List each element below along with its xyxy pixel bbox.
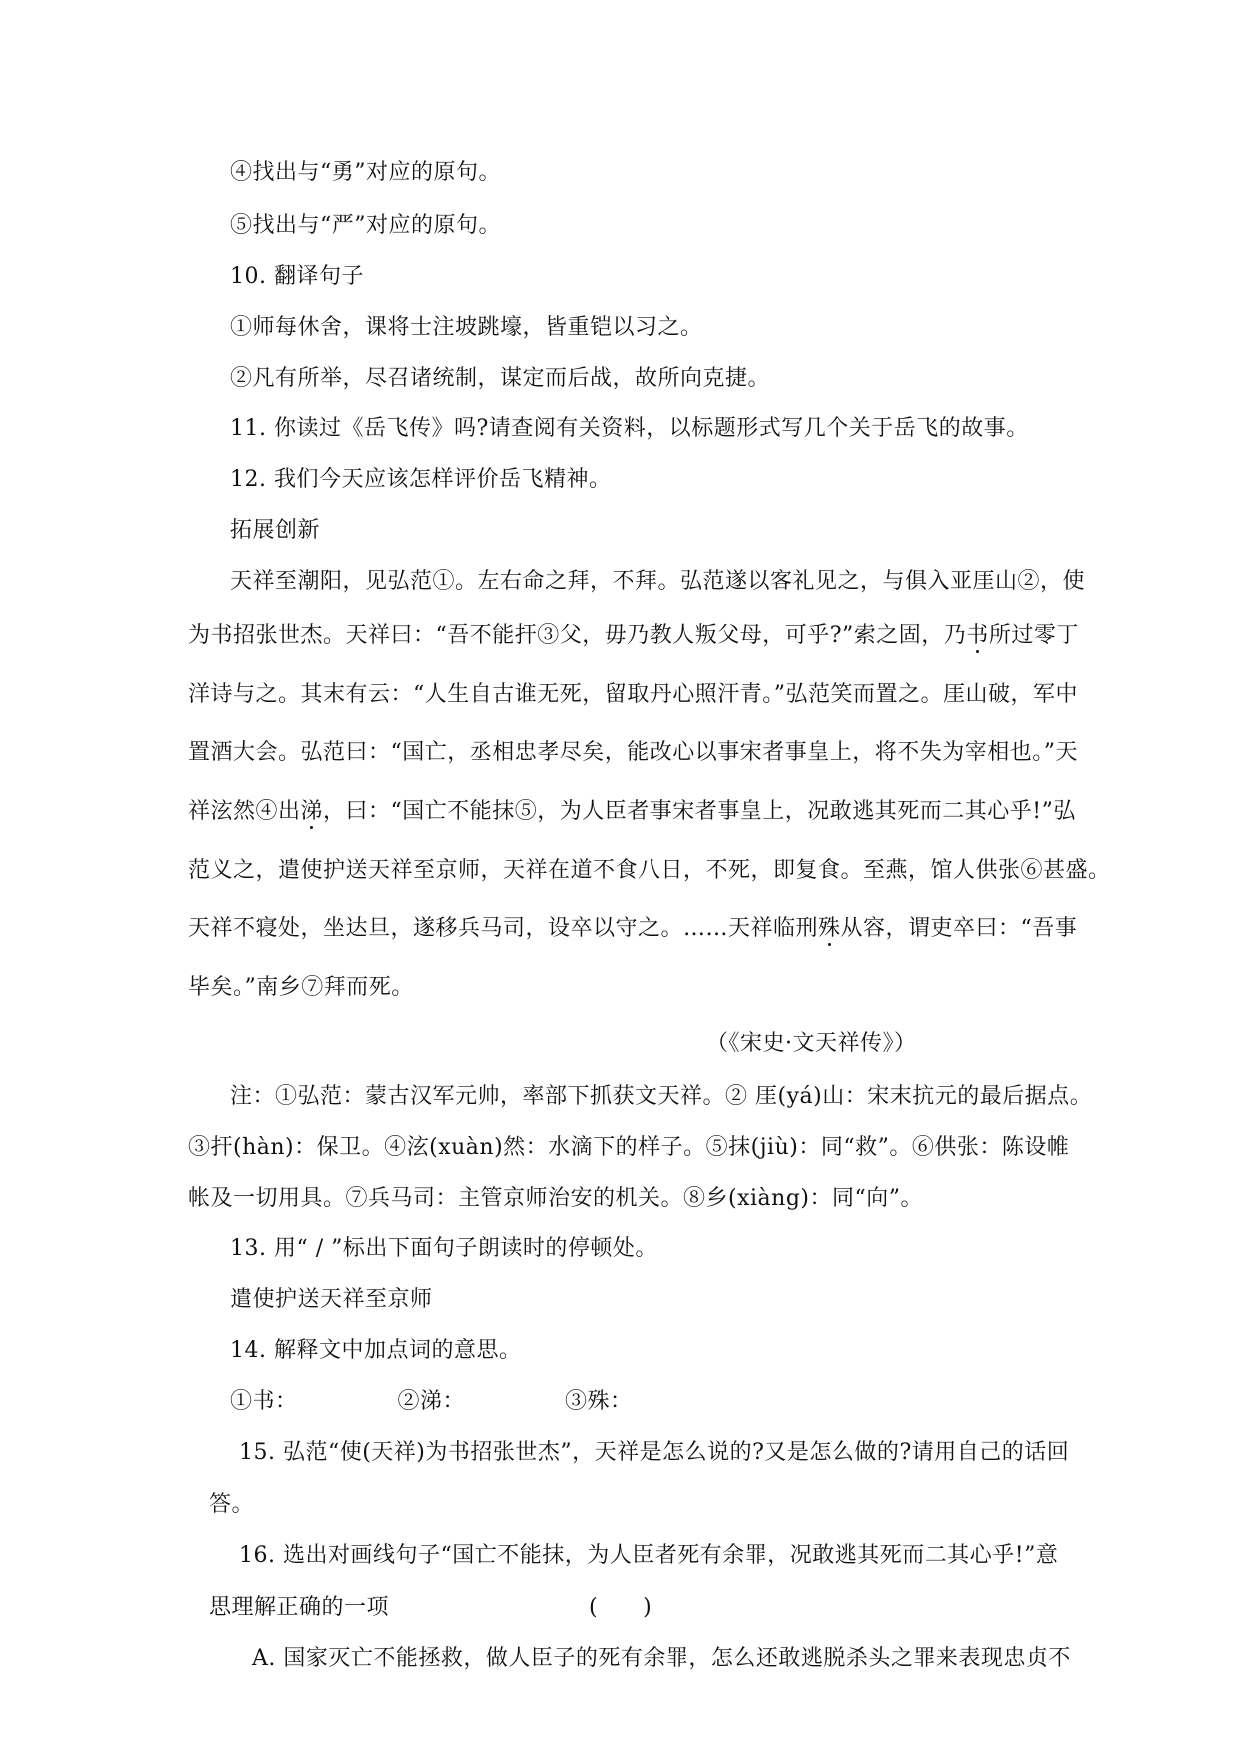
q12-text: 12. 我们今天应该怎样评价岳飞精神。 (230, 467, 612, 492)
q16-line: 思理解正确的一项 ( ) (209, 1595, 653, 1620)
q10-title: 10. 翻译句子 (230, 264, 364, 289)
q15-line: 答。 (209, 1492, 255, 1517)
q13-title: 13. 用“ / ”标出下面句子朗读时的停顿处。 (230, 1236, 658, 1261)
dotted-word: 殊 (818, 916, 841, 941)
notes-line: 注：①弘范：蒙古汉军元帅，率部下抓获文天祥。② 厓(yá)山：宋末抗元的最后据点。 (230, 1084, 1093, 1109)
dotted-word: 涕 (300, 799, 324, 824)
notes-line: ③扞(hàn)：保卫。④泫(xuàn)然：水滴下的样子。⑤抹(jiù)：同“救”。⑥供张：陈设帷 (188, 1135, 1070, 1160)
q10-sentence-2: ②凡有所举，尽召诸统制，谋定而后战，故所向克捷。 (230, 366, 771, 391)
q11-text: 11. 你读过《岳飞传》吗?请查阅有关资料，以标题形式写几个关于岳飞的故事。 (230, 416, 1029, 441)
q14-items (230, 1387, 633, 1417)
passage-line: 天祥至潮阳，见弘范①。左右命之拜，不拜。弘范遂以客礼见之，与俱入亚厓山②，使 (230, 569, 1086, 594)
q16-line: 16. 选出对画线句子“国亡不能抹，为人臣者死有余罪，况敢逃其死而二其心乎!”意 (239, 1543, 1059, 1568)
q14-item: ③殊： (565, 1389, 633, 1414)
passage-line: 置酒大会。弘范曰：“国亡，丞相忠孝尽矣，能改心以事宋者事皇上，将不失为宰相也。”天 (188, 740, 1078, 765)
q14-item: ①书： (230, 1389, 298, 1414)
q14-title: 14. 解释文中加点词的意思。 (230, 1338, 522, 1363)
q10-sentence-1: ①师每休舍，课将士注坡跳壕，皆重铠以习之。 (230, 315, 703, 340)
q9-item5: ⑤找出与“严”对应的原句。 (230, 213, 501, 238)
q14-item: ②涕： (397, 1389, 466, 1414)
notes-line: 帐及一切用具。⑦兵马司：主管京师治安的机关。⑧乡(xiàng)：同“向”。 (188, 1186, 923, 1211)
passage-line: 洋诗与之。其末有云：“人生自古谁无死，留取丹心照汗青。”弘范笑而置之。厓山破，军中 (188, 682, 1078, 707)
passage-line: 祥泫然④出涕，曰：“国亡不能抹⑤，为人臣者事宋者事皇上，况敢逃其死而二其心乎!”弘 (188, 799, 1076, 824)
passage-line: 天祥不寝处，坐达旦，遂移兵马司，设卒以守之。……天祥临刑殊从容，谓吏卒曰：“吾事 (188, 916, 1078, 941)
section-heading: 拓展创新 (230, 518, 321, 543)
q15-line: 15. 弘范“使(天祥)为书招张世杰”，天祥是怎么说的?又是怎么做的?请用自己的话回 (239, 1440, 1070, 1465)
q13-sentence: 遣使护送天祥至京师 (230, 1287, 433, 1312)
answer-bracket: ( ) (589, 1595, 653, 1620)
passage-source: （《宋史·文天祥传》） (706, 1031, 917, 1056)
dotted-word: 书 (966, 623, 989, 648)
passage-line: 为书招张世杰。天祥曰：“吾不能扞③父，毋乃教人叛父母，可乎?”索之固，乃书所过零丁 (188, 623, 1079, 648)
passage-line: 毕矣。”南乡⑦拜而死。 (188, 975, 414, 1000)
q16-option-a: A. 国家灭亡不能拯救，做人臣子的死有余罪，怎么还敢逃脱杀头之罪来表现忠贞不 (252, 1646, 1071, 1671)
passage-line: 范义之，遣使护送天祥至京师，天祥在道不食八日，不死，即复食。至燕，馆人供张⑥甚盛。 (188, 858, 1111, 883)
q9-item4: ④找出与“勇”对应的原句。 (230, 160, 501, 185)
